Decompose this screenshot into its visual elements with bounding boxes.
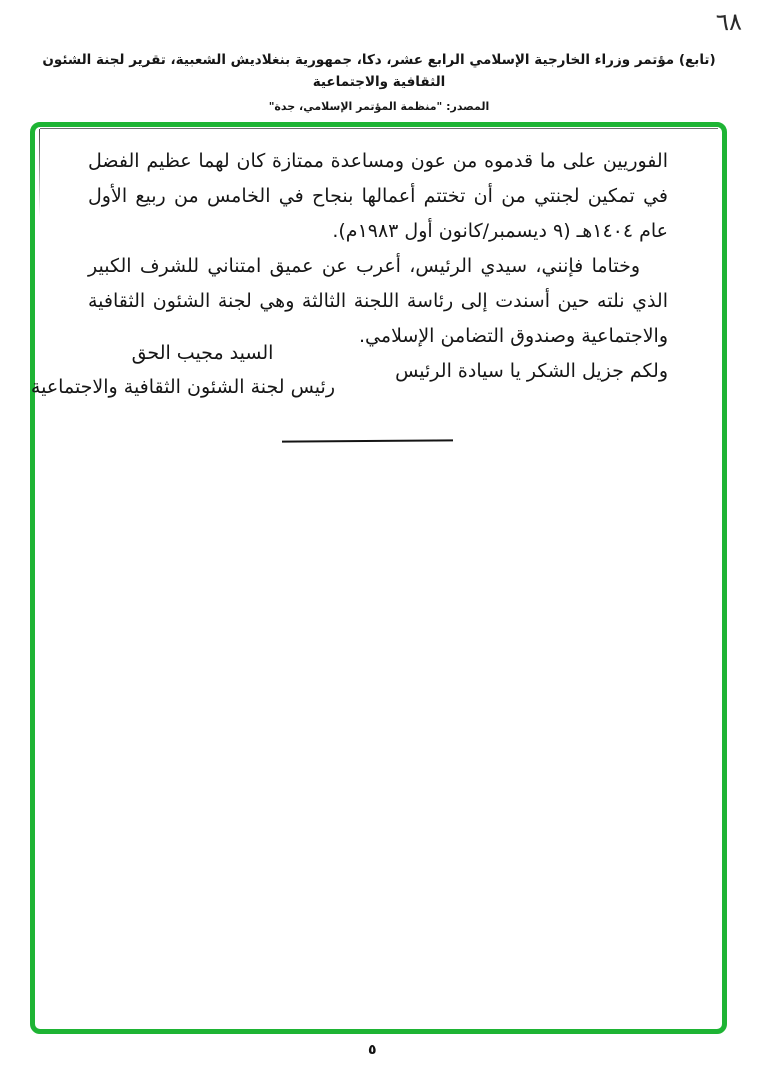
body-paragraph-1: الفوريين على ما قدموه من عون ومساعدة ممتازة كان لهما عظيم الفضل في تمكين لجنتي من أن تختتم أعمالها بنجاح في الخامس من ربيع الأول عام ١٤٠٤هـ (٩ ديسمبر/كانون أول ١٩٨٣م). xyxy=(88,150,668,242)
report-source-line: المصدر: "منظمة المؤتمر الإسلامي، جدة" xyxy=(268,100,490,114)
scan-frame-top-line xyxy=(40,128,718,129)
signature-block xyxy=(30,336,335,404)
report-header-title: (تابع) مؤتمر وزراء الخارجية الإسلامي الرابع عشر، دكا، جمهورية بنغلاديش الشعبية، تقرير لجنة الشئون الثقافية والاجتماعية xyxy=(42,52,716,90)
page-number-top: ٦٨ xyxy=(715,7,743,37)
report-header xyxy=(30,50,728,113)
signature-name: السيد مجيب الحق xyxy=(131,342,274,364)
body-paragraph-2: وختاما فإنني، سيدي الرئيس، أعرب عن عميق امتناني للشرف الكبير الذي نلته حين أسندت إلى رئاسة اللجنة الثالثة وهي لجنة الشئون الثقافية والاجتماعية وصندوق التضامن الإسلامي. xyxy=(88,255,668,347)
closing-line: ولكم جزيل الشكر يا سيادة الرئيس xyxy=(395,360,668,382)
signature-title: رئيس لجنة الشئون الثقافية والاجتماعية xyxy=(30,376,335,398)
scan-frame-left-line xyxy=(39,129,40,217)
page-number-bottom: ٥ xyxy=(368,1042,377,1058)
